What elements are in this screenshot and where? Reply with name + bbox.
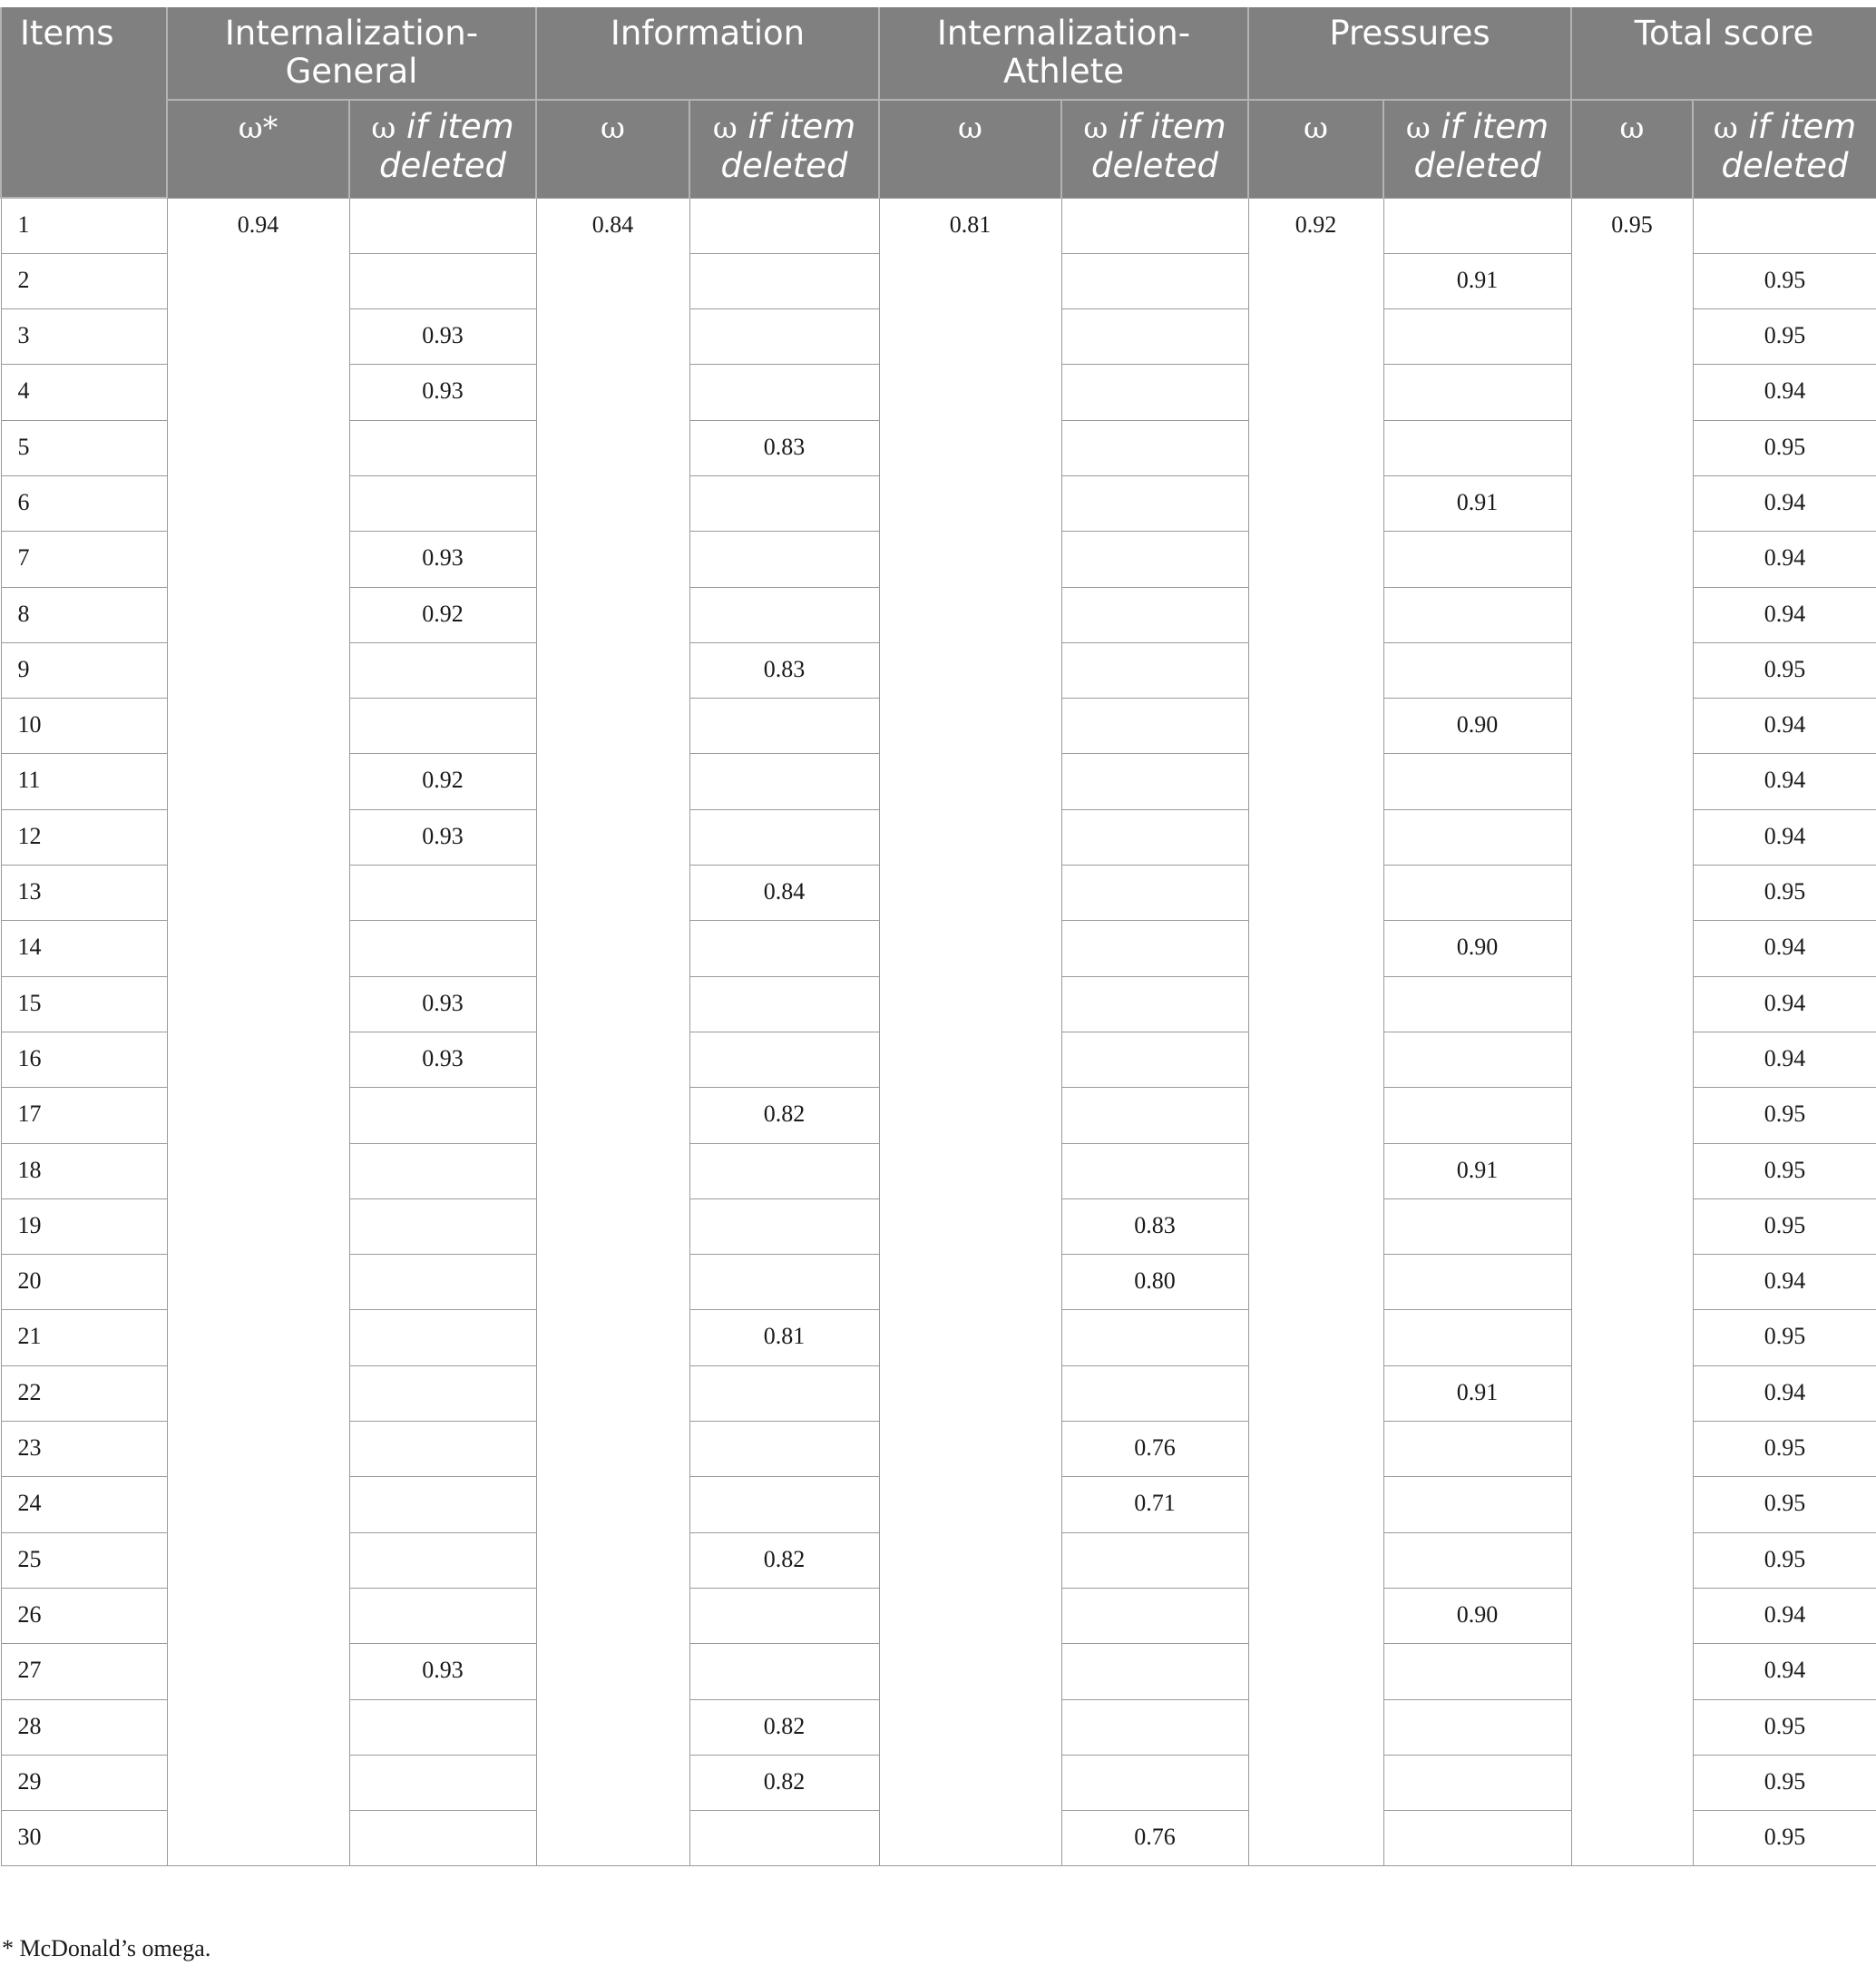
item-number-cell: 27 (1, 1644, 167, 1699)
omega-if-deleted-cell-internalization-general (349, 921, 536, 976)
omega-if-deleted-cell-internalization-athlete (1061, 475, 1248, 531)
omega-if-deleted-cell-total-score: 0.95 (1693, 1699, 1876, 1755)
omega-symbol: ω (371, 110, 396, 145)
item-number-cell: 16 (1, 1032, 167, 1087)
if-item-deleted-label: if item deleted (1413, 107, 1549, 185)
omega-if-deleted-cell-internalization-athlete (1061, 253, 1248, 308)
item-number-cell: 11 (1, 754, 167, 809)
omega-symbol: ω (1405, 110, 1431, 145)
omega-if-deleted-cell-internalization-athlete (1061, 921, 1248, 976)
omega-if-deleted-cell-pressures: 0.91 (1383, 1365, 1571, 1421)
omega-if-deleted-cell-internalization-athlete: 0.83 (1061, 1198, 1248, 1254)
omega-if-deleted-cell-internalization-athlete (1061, 809, 1248, 865)
subheader-omega-internalization-general (167, 100, 349, 198)
subheader-omega-information (536, 100, 689, 198)
subheader-row (1, 100, 1876, 198)
omega-if-deleted-cell-total-score: 0.95 (1693, 642, 1876, 698)
omega-if-deleted-cell-internalization-athlete (1061, 365, 1248, 420)
omega-if-deleted-cell-pressures (1383, 1477, 1571, 1532)
omega-if-deleted-cell-information (689, 1032, 879, 1087)
omega-symbol: ω (712, 110, 738, 145)
omega-if-deleted-cell-information (689, 1477, 879, 1532)
omega-if-deleted-cell-internalization-general (349, 642, 536, 698)
omega-if-deleted-cell-internalization-general (349, 699, 536, 754)
omega-if-deleted-cell-internalization-general: 0.93 (349, 976, 536, 1032)
omega-if-deleted-cell-internalization-general (349, 1143, 536, 1198)
omega-if-deleted-cell-information (689, 1588, 879, 1643)
omega-if-deleted-cell-internalization-athlete (1061, 587, 1248, 642)
omega-if-deleted-cell-total-score: 0.94 (1693, 976, 1876, 1032)
omega-if-deleted-cell-pressures (1383, 309, 1571, 365)
omega-if-deleted-cell-pressures (1383, 198, 1571, 253)
omega-if-deleted-cell-total-score: 0.94 (1693, 532, 1876, 587)
omega-if-deleted-cell-pressures (1383, 587, 1571, 642)
omega-if-deleted-cell-information (689, 587, 879, 642)
item-number-cell: 17 (1, 1088, 167, 1143)
omega-if-deleted-cell-pressures (1383, 1755, 1571, 1810)
header-group-internalization-athlete: Internalization-Athlete (879, 7, 1248, 100)
omega-if-deleted-cell-total-score: 0.94 (1693, 587, 1876, 642)
if-item-deleted-label: if item deleted (1721, 107, 1857, 185)
omega-symbol: ω (1713, 110, 1738, 145)
header-items: Items (1, 7, 167, 198)
omega-if-deleted-cell-pressures: 0.90 (1383, 1588, 1571, 1643)
omega-if-deleted-cell-internalization-athlete: 0.76 (1061, 1422, 1248, 1477)
omega-if-deleted-cell-pressures (1383, 866, 1571, 921)
omega-if-deleted-cell-internalization-athlete (1061, 420, 1248, 475)
omega-if-deleted-cell-internalization-athlete (1061, 1532, 1248, 1588)
item-number-cell: 6 (1, 475, 167, 531)
omega-if-deleted-cell-internalization-general: 0.93 (349, 309, 536, 365)
omega-if-deleted-cell-pressures (1383, 1811, 1571, 1866)
omega-if-deleted-cell-total-score: 0.95 (1693, 1143, 1876, 1198)
omega-symbol: ω (958, 110, 982, 145)
omega-if-deleted-cell-pressures: 0.91 (1383, 1143, 1571, 1198)
omega-if-deleted-cell-information (689, 309, 879, 365)
omega-if-deleted-cell-total-score: 0.95 (1693, 1198, 1876, 1254)
omega-if-deleted-cell-total-score: 0.94 (1693, 1644, 1876, 1699)
item-number-cell: 21 (1, 1310, 167, 1365)
omega-if-deleted-cell-pressures (1383, 1422, 1571, 1477)
omega-if-deleted-cell-total-score: 0.94 (1693, 365, 1876, 420)
omega-if-deleted-cell-total-score: 0.94 (1693, 1032, 1876, 1087)
omega-if-deleted-cell-internalization-athlete: 0.76 (1061, 1811, 1248, 1866)
omega-if-deleted-cell-internalization-general (349, 1532, 536, 1588)
omega-if-deleted-cell-internalization-general (349, 1699, 536, 1755)
item-number-cell: 8 (1, 587, 167, 642)
omega-if-deleted-cell-internalization-athlete (1061, 1644, 1248, 1699)
omega-if-deleted-cell-internalization-general: 0.93 (349, 809, 536, 865)
omega-if-deleted-cell-information (689, 921, 879, 976)
omega-if-deleted-cell-total-score (1693, 198, 1876, 253)
subheader-omega-internalization-athlete (879, 100, 1061, 198)
omega-if-deleted-cell-internalization-athlete (1061, 1588, 1248, 1643)
omega-if-deleted-cell-total-score: 0.94 (1693, 1255, 1876, 1310)
omega-if-deleted-cell-information (689, 365, 879, 420)
omega-if-deleted-cell-total-score: 0.94 (1693, 1588, 1876, 1643)
omega-if-deleted-cell-total-score: 0.95 (1693, 1422, 1876, 1477)
omega-if-deleted-cell-information: 0.84 (689, 866, 879, 921)
item-number-cell: 15 (1, 976, 167, 1032)
omega-if-deleted-cell-total-score: 0.95 (1693, 1310, 1876, 1365)
item-number-cell: 12 (1, 809, 167, 865)
omega-if-deleted-cell-internalization-athlete (1061, 866, 1248, 921)
omega-if-deleted-cell-information (689, 253, 879, 308)
omega-if-deleted-cell-total-score: 0.95 (1693, 420, 1876, 475)
group-omega-cell-total-score: 0.95 (1571, 198, 1693, 1866)
omega-if-deleted-cell-total-score: 0.94 (1693, 699, 1876, 754)
if-item-deleted-label: if item deleted (378, 107, 514, 185)
omega-if-deleted-cell-internalization-general (349, 1198, 536, 1254)
omega-if-deleted-cell-total-score: 0.95 (1693, 1088, 1876, 1143)
omega-if-deleted-cell-pressures (1383, 1644, 1571, 1699)
omega-if-deleted-cell-pressures: 0.91 (1383, 475, 1571, 531)
item-number-cell: 9 (1, 642, 167, 698)
omega-if-deleted-cell-internalization-general (349, 420, 536, 475)
omega-symbol: ω (601, 110, 625, 145)
omega-if-deleted-cell-internalization-athlete (1061, 699, 1248, 754)
omega-if-deleted-cell-information (689, 1198, 879, 1254)
omega-if-deleted-cell-internalization-general (349, 198, 536, 253)
omega-if-deleted-cell-internalization-athlete (1061, 1088, 1248, 1143)
if-item-deleted-label: if item deleted (720, 107, 856, 185)
omega-if-deleted-cell-pressures: 0.90 (1383, 699, 1571, 754)
omega-if-deleted-cell-total-score: 0.95 (1693, 866, 1876, 921)
omega-if-deleted-cell-pressures (1383, 1198, 1571, 1254)
omega-if-deleted-cell-pressures (1383, 1532, 1571, 1588)
omega-if-deleted-cell-internalization-athlete (1061, 1310, 1248, 1365)
omega-if-deleted-cell-internalization-general: 0.93 (349, 532, 536, 587)
omega-if-deleted-cell-internalization-athlete: 0.80 (1061, 1255, 1248, 1310)
omega-if-deleted-cell-internalization-athlete (1061, 754, 1248, 809)
omega-if-deleted-cell-pressures (1383, 754, 1571, 809)
group-omega-cell-internalization-general: 0.94 (167, 198, 349, 1866)
omega-if-deleted-cell-information: 0.81 (689, 1310, 879, 1365)
omega-if-deleted-cell-pressures (1383, 976, 1571, 1032)
omega-if-deleted-cell-internalization-general (349, 1088, 536, 1143)
omega-if-deleted-cell-pressures (1383, 420, 1571, 475)
table-row (1, 198, 1876, 253)
omega-if-deleted-cell-information: 0.83 (689, 420, 879, 475)
omega-if-deleted-cell-internalization-athlete (1061, 976, 1248, 1032)
omega-if-deleted-cell-total-score: 0.95 (1693, 1811, 1876, 1866)
item-number-cell: 23 (1, 1422, 167, 1477)
item-number-cell: 7 (1, 532, 167, 587)
omega-if-deleted-cell-pressures (1383, 1699, 1571, 1755)
omega-symbol: ω (1083, 110, 1109, 145)
subheader-if-deleted-internalization-athlete (1061, 100, 1248, 198)
omega-if-deleted-cell-total-score: 0.94 (1693, 475, 1876, 531)
omega-if-deleted-cell-internalization-general (349, 1310, 536, 1365)
omega-if-deleted-cell-total-score: 0.94 (1693, 921, 1876, 976)
omega-if-deleted-cell-total-score: 0.94 (1693, 1365, 1876, 1421)
omega-if-deleted-cell-internalization-general (349, 475, 536, 531)
omega-if-deleted-cell-information: 0.82 (689, 1699, 879, 1755)
item-number-cell: 18 (1, 1143, 167, 1198)
omega-if-deleted-cell-information (689, 198, 879, 253)
item-number-cell: 3 (1, 309, 167, 365)
omega-if-deleted-cell-internalization-athlete (1061, 642, 1248, 698)
omega-if-deleted-cell-information (689, 1644, 879, 1699)
omega-if-deleted-cell-information (689, 1811, 879, 1866)
item-number-cell: 28 (1, 1699, 167, 1755)
omega-if-deleted-cell-total-score: 0.94 (1693, 809, 1876, 865)
omega-if-deleted-cell-information (689, 754, 879, 809)
omega-if-deleted-cell-internalization-general (349, 253, 536, 308)
item-number-cell: 29 (1, 1755, 167, 1810)
omega-if-deleted-cell-information: 0.82 (689, 1088, 879, 1143)
omega-if-deleted-cell-pressures (1383, 365, 1571, 420)
omega-if-deleted-cell-information (689, 532, 879, 587)
omega-if-deleted-cell-internalization-general: 0.92 (349, 587, 536, 642)
omega-if-deleted-cell-pressures (1383, 1255, 1571, 1310)
omega-if-deleted-cell-internalization-general (349, 1422, 536, 1477)
item-number-cell: 24 (1, 1477, 167, 1532)
omega-if-deleted-cell-total-score: 0.95 (1693, 1755, 1876, 1810)
item-number-cell: 14 (1, 921, 167, 976)
header-group-internalization-general: Internalization-General (167, 7, 536, 100)
item-number-cell: 20 (1, 1255, 167, 1310)
omega-if-deleted-cell-pressures (1383, 642, 1571, 698)
omega-if-deleted-cell-internalization-athlete (1061, 532, 1248, 587)
item-number-cell: 19 (1, 1198, 167, 1254)
omega-if-deleted-cell-information (689, 976, 879, 1032)
omega-if-deleted-cell-internalization-general: 0.93 (349, 1032, 536, 1087)
omega-if-deleted-cell-internalization-general (349, 866, 536, 921)
omega-if-deleted-cell-total-score: 0.95 (1693, 1532, 1876, 1588)
omega-if-deleted-cell-total-score: 0.95 (1693, 309, 1876, 365)
item-number-cell: 25 (1, 1532, 167, 1588)
omega-if-deleted-cell-information (689, 1365, 879, 1421)
omega-if-deleted-cell-internalization-general (349, 1588, 536, 1643)
omega-if-deleted-cell-internalization-athlete (1061, 1755, 1248, 1810)
omega-if-deleted-cell-pressures: 0.91 (1383, 253, 1571, 308)
item-number-cell: 2 (1, 253, 167, 308)
omega-table-container (0, 7, 1876, 1866)
table-footnote: * McDonald’s omega. (2, 1935, 211, 1961)
omega-if-deleted-cell-information (689, 1143, 879, 1198)
omega-if-deleted-cell-information (689, 1422, 879, 1477)
omega-if-deleted-cell-internalization-general (349, 1255, 536, 1310)
header-group-information: Information (536, 7, 879, 100)
omega-if-deleted-cell-internalization-general: 0.92 (349, 754, 536, 809)
item-number-cell: 30 (1, 1811, 167, 1866)
item-number-cell: 4 (1, 365, 167, 420)
omega-symbol: ω (1619, 110, 1645, 145)
omega-if-deleted-cell-information (689, 1255, 879, 1310)
omega-if-deleted-cell-internalization-athlete (1061, 309, 1248, 365)
omega-if-deleted-cell-internalization-general (349, 1477, 536, 1532)
omega-symbol: ω* (238, 110, 278, 145)
omega-if-deleted-cell-total-score: 0.95 (1693, 253, 1876, 308)
omega-if-deleted-cell-pressures (1383, 809, 1571, 865)
omega-if-deleted-cell-internalization-athlete: 0.71 (1061, 1477, 1248, 1532)
omega-if-deleted-cell-internalization-athlete (1061, 1143, 1248, 1198)
subheader-if-deleted-internalization-general (349, 100, 536, 198)
item-number-cell: 13 (1, 866, 167, 921)
omega-if-deleted-cell-internalization-athlete (1061, 1365, 1248, 1421)
header-group-pressures: Pressures (1248, 7, 1571, 100)
omega-if-deleted-cell-information: 0.82 (689, 1755, 879, 1810)
if-item-deleted-label: if item deleted (1090, 107, 1226, 185)
group-omega-cell-internalization-athlete: 0.81 (879, 198, 1061, 1866)
subheader-omega-total-score (1571, 100, 1693, 198)
header-group-total-score: Total score (1571, 7, 1876, 100)
omega-if-deleted-cell-pressures (1383, 1088, 1571, 1143)
omega-if-deleted-cell-information (689, 475, 879, 531)
group-omega-cell-pressures: 0.92 (1248, 198, 1383, 1866)
group-omega-cell-information: 0.84 (536, 198, 689, 1866)
item-number-cell: 1 (1, 198, 167, 253)
subheader-if-deleted-total-score (1693, 100, 1876, 198)
omega-if-deleted-cell-internalization-general (349, 1365, 536, 1421)
item-number-cell: 10 (1, 699, 167, 754)
table-body (1, 198, 1876, 1866)
omega-if-deleted-cell-internalization-athlete (1061, 1032, 1248, 1087)
subheader-if-deleted-pressures (1383, 100, 1571, 198)
omega-if-deleted-cell-pressures (1383, 1032, 1571, 1087)
item-number-cell: 26 (1, 1588, 167, 1643)
omega-if-deleted-cell-internalization-athlete (1061, 1699, 1248, 1755)
omega-if-deleted-cell-total-score: 0.94 (1693, 754, 1876, 809)
omega-if-deleted-cell-pressures (1383, 1310, 1571, 1365)
omega-if-deleted-cell-internalization-general (349, 1755, 536, 1810)
omega-if-deleted-cell-total-score: 0.95 (1693, 1477, 1876, 1532)
omega-if-deleted-cell-internalization-general (349, 1811, 536, 1866)
omega-if-deleted-cell-information: 0.82 (689, 1532, 879, 1588)
omega-if-deleted-cell-internalization-general: 0.93 (349, 1644, 536, 1699)
omega-if-deleted-cell-information (689, 699, 879, 754)
omega-if-deleted-cell-information: 0.83 (689, 642, 879, 698)
omega-if-deleted-cell-internalization-general: 0.93 (349, 365, 536, 420)
subheader-if-deleted-information (689, 100, 879, 198)
item-number-cell: 22 (1, 1365, 167, 1421)
omega-if-deleted-cell-internalization-athlete (1061, 198, 1248, 253)
omega-if-deleted-cell-pressures: 0.90 (1383, 921, 1571, 976)
omega-if-deleted-cell-information (689, 809, 879, 865)
item-number-cell: 5 (1, 420, 167, 475)
omega-reliability-table (0, 7, 1876, 1866)
omega-symbol: ω (1304, 110, 1328, 145)
omega-if-deleted-cell-pressures (1383, 532, 1571, 587)
subheader-omega-pressures (1248, 100, 1383, 198)
